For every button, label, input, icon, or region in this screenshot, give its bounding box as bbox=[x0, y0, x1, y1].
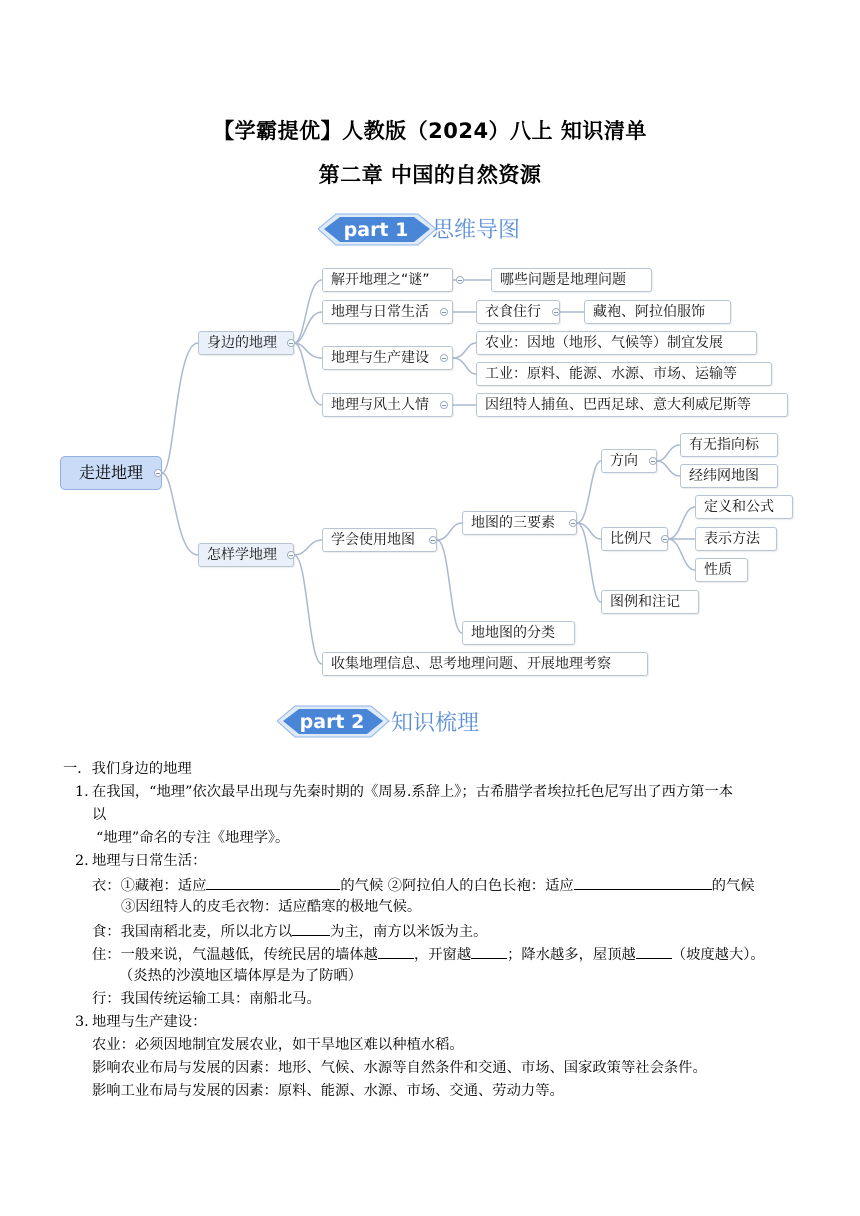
node-naxie: 哪些问题是地理问题 bbox=[491, 268, 652, 292]
clothing-text-1: 衣：①藏袍：适应 bbox=[92, 878, 207, 894]
clothing-text-3: 的气候 bbox=[711, 878, 755, 894]
node-xingzhi: 性质 bbox=[695, 558, 748, 582]
part2-tag: part 2 bbox=[299, 711, 365, 733]
housing-text-3: ；降水越多，屋顶越 bbox=[507, 947, 636, 963]
node-tuli: 图例和注记 bbox=[601, 590, 699, 614]
fill-blank[interactable] bbox=[292, 919, 330, 936]
collapse-knob-icon bbox=[552, 308, 560, 316]
node-nongye: 农业：因地（地形、气候等）制宜发展 bbox=[476, 331, 757, 355]
food-text-1: 食：我国南稻北麦，所以北方以 bbox=[92, 924, 293, 940]
fill-blank[interactable] bbox=[471, 942, 507, 959]
paragraph-line: 行：我国传统运输工具：南船北马。 bbox=[92, 991, 321, 1007]
node-fengtu: 地理与风土人情 bbox=[322, 393, 453, 417]
node-richang: 地理与日常生活 bbox=[322, 300, 453, 324]
node-yinnute: 因纽特人捕鱼、巴西足球、意大利威尼斯等 bbox=[476, 393, 788, 417]
collapse-knob-icon bbox=[287, 339, 295, 347]
node-bili: 比例尺 bbox=[601, 527, 668, 551]
part2-banner bbox=[277, 697, 517, 747]
clothing-text-2: 的气候 ②阿拉伯人的白色长袍：适应 bbox=[340, 878, 574, 894]
node-zenyang: 怎样学地理 bbox=[198, 543, 294, 567]
node-dingyi: 定义和公式 bbox=[695, 495, 793, 519]
node-zangpao: 藏袍、阿拉伯服饰 bbox=[584, 300, 731, 324]
collapse-knob-icon bbox=[456, 276, 464, 284]
document-title: 【学霸提优】人教版（2024）八上 知识清单 bbox=[213, 119, 647, 143]
fill-blank[interactable] bbox=[636, 942, 672, 959]
fill-blank[interactable] bbox=[574, 873, 712, 890]
node-shenbian: 身边的地理 bbox=[198, 331, 294, 355]
food-text-2: 为主，南方以米饭为主。 bbox=[330, 924, 488, 940]
mindmap-root: 走进地理 bbox=[60, 456, 162, 490]
collapse-knob-icon bbox=[440, 354, 448, 362]
paragraph-line: 地理与生产建设： bbox=[92, 1014, 207, 1030]
housing-line bbox=[92, 942, 765, 967]
fill-blank[interactable] bbox=[206, 873, 340, 890]
housing-text-1: 住：一般来说，气温越低，传统民居的墙体越 bbox=[92, 947, 378, 963]
node-xuehui: 学会使用地图 bbox=[322, 528, 437, 552]
paragraph-line: （炎热的沙漠地区墙体厚是为了防晒） bbox=[119, 968, 363, 984]
part1-tag: part 1 bbox=[343, 219, 409, 241]
item-number: 1. bbox=[75, 784, 89, 800]
collapse-knob-icon bbox=[154, 469, 162, 477]
item-number: 3. bbox=[75, 1014, 89, 1030]
node-jingwei: 经纬网地图 bbox=[680, 464, 778, 488]
collapse-knob-icon bbox=[440, 401, 448, 409]
node-biaoshi: 表示方法 bbox=[695, 527, 777, 551]
paragraph-line: 以 bbox=[92, 807, 107, 823]
paragraph-line: “地理”命名的专注《地理学》。 bbox=[96, 830, 290, 846]
food-line bbox=[92, 919, 487, 944]
node-shouji: 收集地理信息、思考地理问题、开展地理考察 bbox=[322, 652, 648, 676]
paragraph-line: 影响工业布局与发展的因素：原料、能源、水源、市场、交通、劳动力等。 bbox=[92, 1083, 564, 1099]
section-heading: 一．我们身边的地理 bbox=[63, 761, 192, 777]
node-gongye: 工业：原料、能源、水源、市场、运输等 bbox=[476, 362, 772, 386]
collapse-knob-icon bbox=[649, 457, 657, 465]
node-yishi: 衣食住行 bbox=[476, 300, 560, 324]
collapse-knob-icon bbox=[287, 551, 295, 559]
paragraph-line: 在我国，“地理”依次最早出现与先秦时期的《周易.系辞上》；古希腊学者埃拉托色尼写出了西方第一本 bbox=[92, 784, 734, 800]
clothing-line bbox=[92, 873, 755, 898]
chapter-title: 第二章 中国的自然资源 bbox=[318, 163, 542, 187]
paragraph-line: ③因纽特人的皮毛衣物：适应酷寒的极地气候。 bbox=[121, 899, 422, 915]
node-zhixiang: 有无指向标 bbox=[680, 433, 778, 457]
fill-blank[interactable] bbox=[378, 942, 414, 959]
node-sanyaosu: 地图的三要素 bbox=[462, 511, 577, 535]
node-jiekai: 解开地理之“谜” bbox=[322, 268, 453, 292]
paragraph-line: 农业：必须因地制宜发展农业，如干旱地区难以种植水稻。 bbox=[92, 1037, 464, 1053]
housing-text-2: ，开窗越 bbox=[413, 947, 472, 963]
collapse-knob-icon bbox=[569, 519, 577, 527]
node-shengchan: 地理与生产建设 bbox=[322, 346, 453, 370]
node-fenlei: 地地图的分类 bbox=[462, 621, 575, 645]
part2-label: 知识梳理 bbox=[391, 711, 480, 736]
collapse-knob-icon bbox=[661, 535, 669, 543]
collapse-knob-icon bbox=[429, 536, 437, 544]
housing-text-4: （坡度越大）。 bbox=[671, 947, 765, 963]
item-number: 2. bbox=[75, 853, 89, 869]
node-fangxiang: 方向 bbox=[601, 449, 657, 473]
part1-label: 思维导图 bbox=[432, 218, 521, 243]
collapse-knob-icon bbox=[440, 308, 448, 316]
paragraph-line: 影响农业布局与发展的因素：地形、气候、水源等自然条件和交通、市场、国家政策等社会条件。 bbox=[92, 1060, 707, 1076]
paragraph-line: 地理与日常生活： bbox=[92, 853, 207, 869]
